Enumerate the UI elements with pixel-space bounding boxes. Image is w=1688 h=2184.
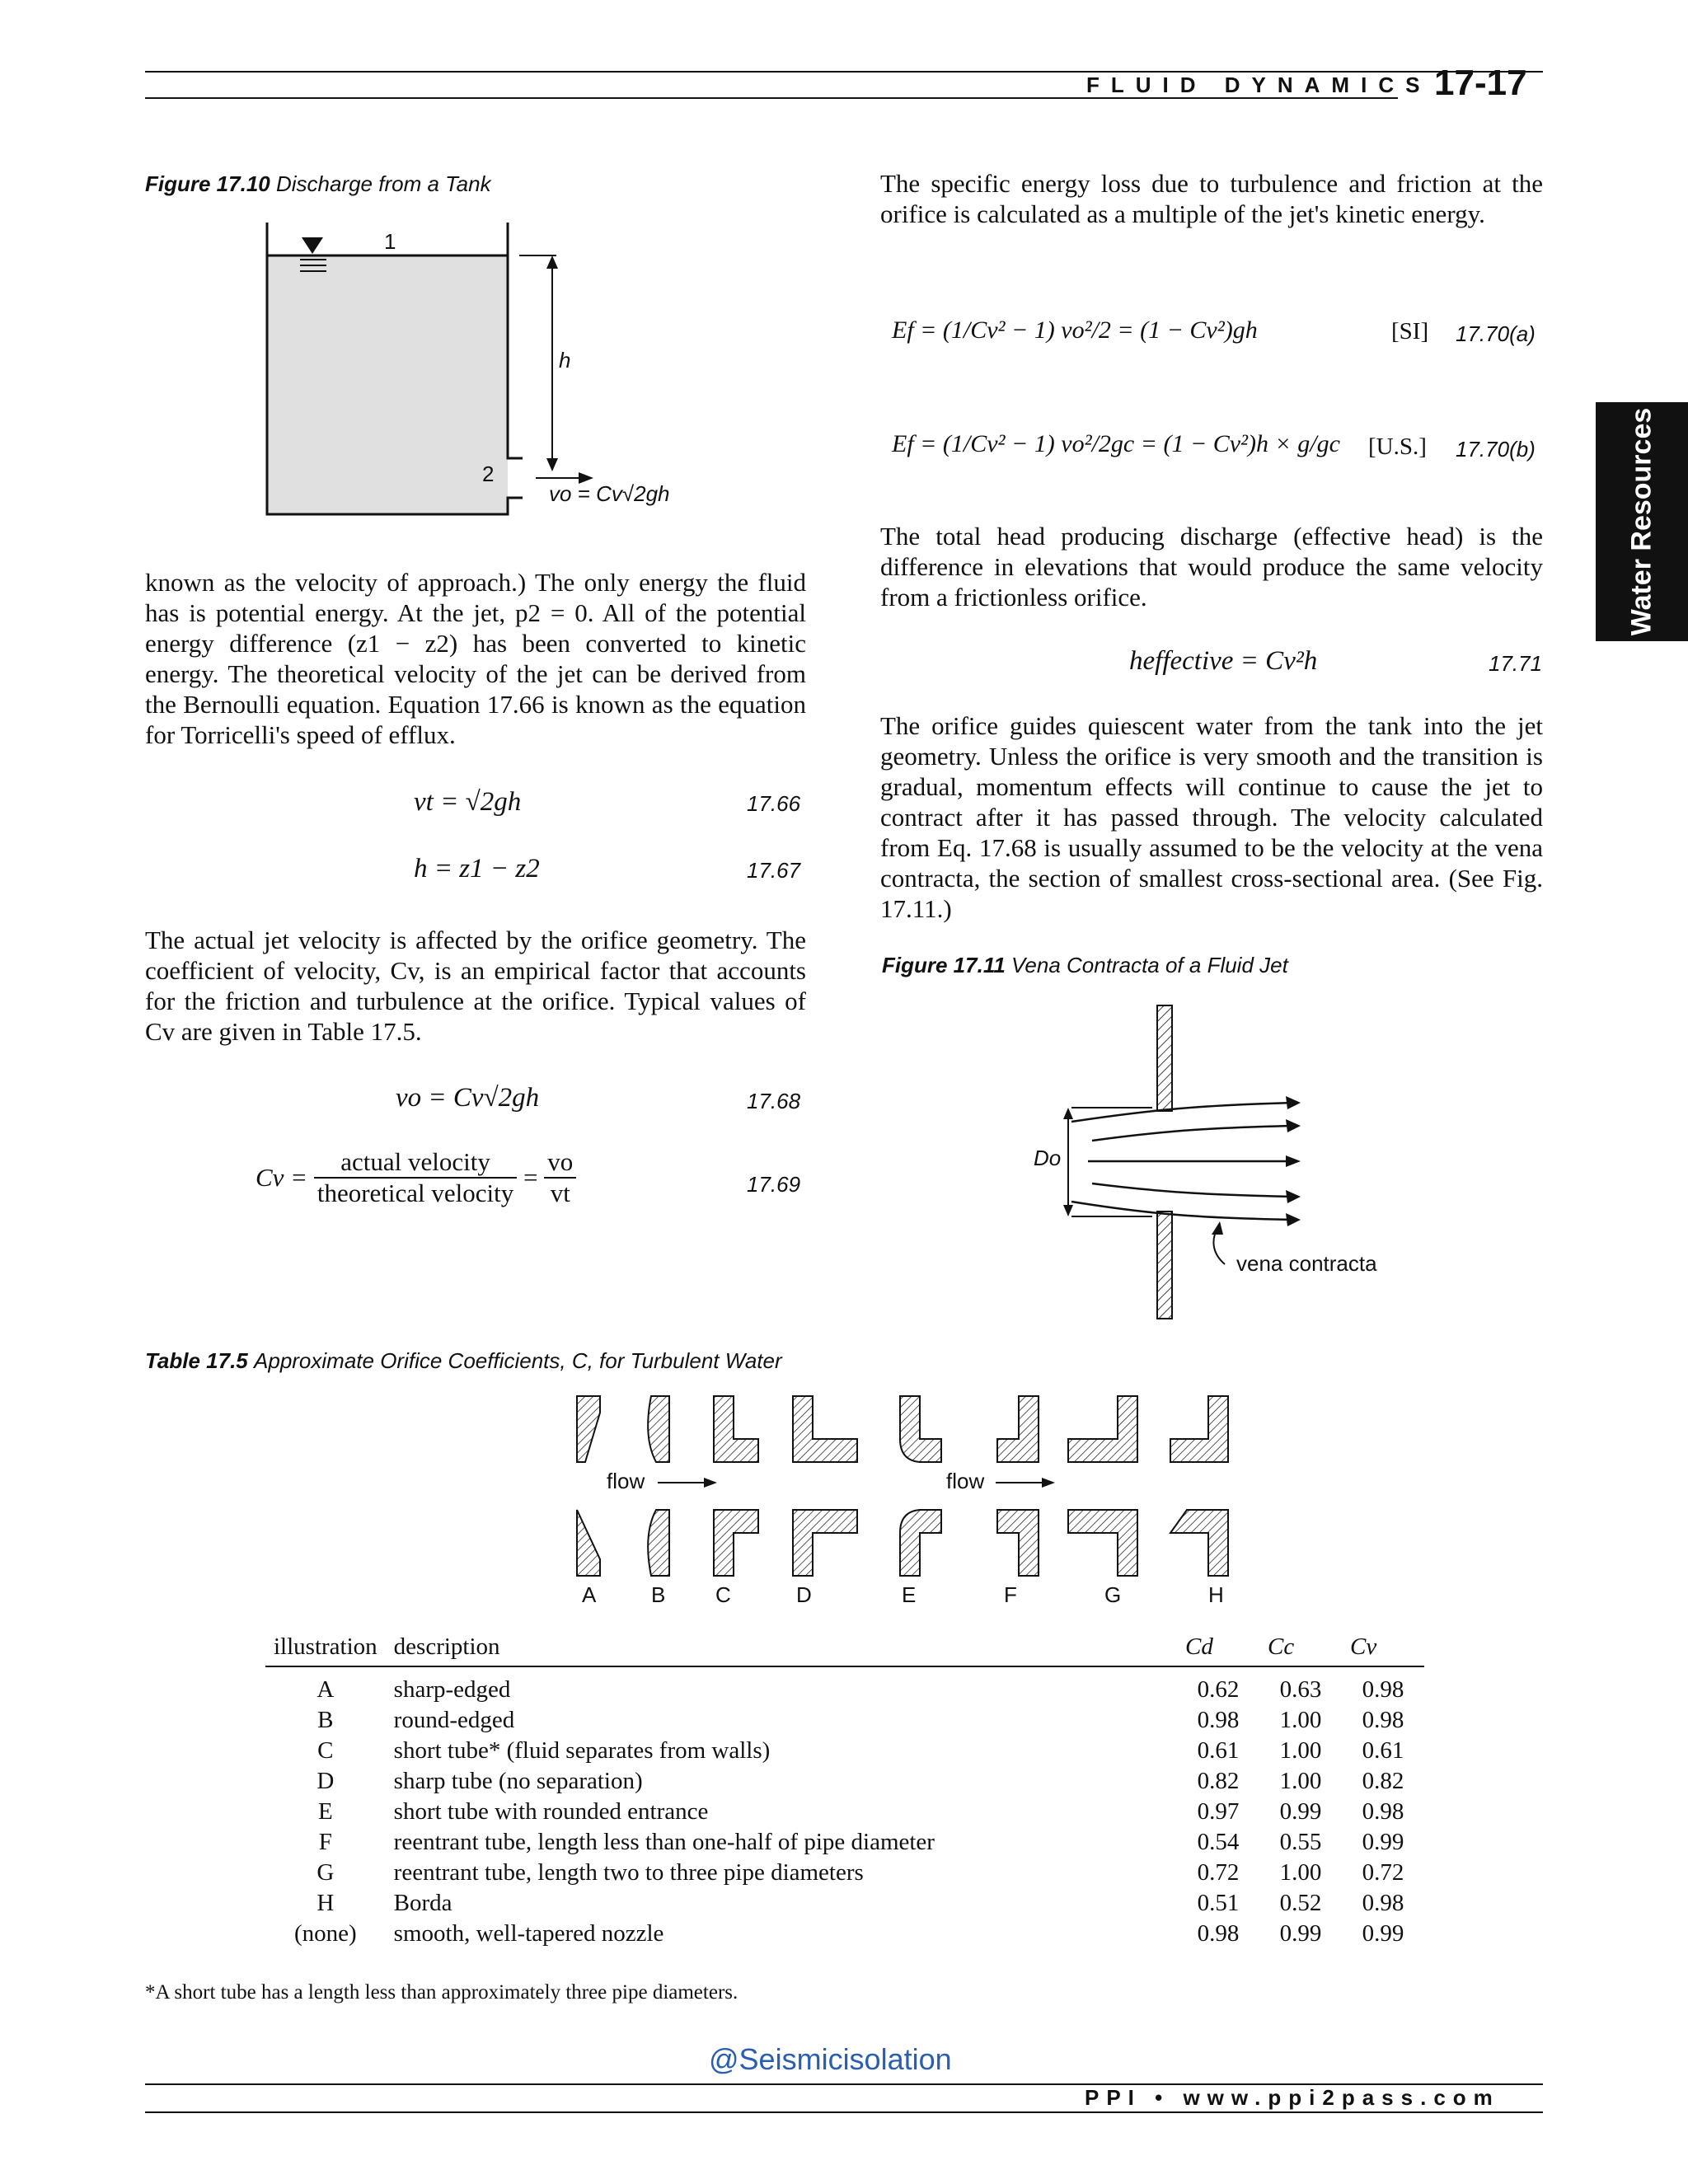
table-header-row [265, 1629, 1424, 1666]
right-paragraph-3: The orifice guides quiescent water from the tank into the jet geometry. Unless the orifice is very smooth and the transition is gradual, momentum effects will continue to cause the jet to contract after it has passed through. The velocity calculated from Eq. 17.68 is usually assumed to be the velocity at the vena contracta, the section of smallest cross-sectional area. (See Fig. 17.11.) [880, 711, 1543, 923]
watermark: @Seismicisolation [709, 2042, 952, 2076]
cell-cv: 0.61 [1362, 1737, 1404, 1764]
figure-17-11-title: Vena Contracta of a Fluid Jet [1011, 953, 1288, 977]
shape-letter-g: G [1104, 1582, 1122, 1607]
figure-17-10-caption [145, 171, 491, 197]
right-paragraph-2: The total head producing discharge (effective head) is the difference in elevations that would produce the same velocity from a frictionless orifice. [880, 522, 1543, 612]
orifice-shape-b [648, 1396, 669, 1576]
cell-illustration: D [316, 1768, 335, 1794]
eq-17-69-denominator: theoretical velocity [316, 1179, 514, 1207]
table-17-5-title: Approximate Orifice Coefficients, C, for Turbulent Water [254, 1348, 782, 1373]
flow-label-left: flow [607, 1469, 645, 1493]
table-row [265, 1797, 1424, 1827]
table-17-5-caption [145, 1348, 782, 1374]
equation-17-70a: Ef = (1/Cv² − 1) vo²/2 = (1 − Cv²)gh [892, 316, 1258, 344]
equation-17-66: vt = √2gh [414, 787, 522, 817]
orifice-shapes-diagram [560, 1388, 1261, 1577]
cell-illustration: H [316, 1890, 335, 1916]
cell-illustration: E [317, 1798, 333, 1825]
orifice-shape-d [793, 1396, 857, 1576]
shape-letter-e: E [902, 1582, 917, 1607]
table-row [265, 1666, 1424, 1705]
cell-cd: 0.98 [1197, 1707, 1240, 1733]
cell-cv: 0.98 [1362, 1676, 1404, 1703]
equation-17-68-number: 17.68 [747, 1089, 801, 1113]
cell-cc: 0.63 [1279, 1676, 1322, 1703]
orifice-shape-e [900, 1396, 941, 1576]
cell-illustration: C [317, 1737, 334, 1764]
left-paragraph-2: The actual jet velocity is affected by the orifice geometry. The coefficient of velocity, Cv, is an empirical factor that accounts for the friction and turbulence at the orifice. Typical values of Cv are given in Table 17.5. [145, 926, 806, 1046]
cell-description: sharp-edged [393, 1676, 511, 1703]
cell-cd: 0.98 [1197, 1920, 1240, 1947]
equation-17-70b-number: 17.70(b) [1456, 437, 1536, 462]
cell-cv: 0.98 [1362, 1707, 1404, 1733]
cell-illustration: (none) [293, 1920, 357, 1947]
table-row [265, 1827, 1424, 1858]
cell-cd: 0.62 [1197, 1676, 1240, 1703]
equation-17-69: Cv = $\frac{\text{actual velocity}}{\text{theoretical velocity}}$ = $\frac{vo}{vt}$ [256, 1147, 576, 1208]
header-cv: Cv [1342, 1629, 1424, 1666]
cell-cc: 0.99 [1279, 1920, 1322, 1947]
orifice-shape-f [997, 1396, 1039, 1576]
equation-17-70a-tag: [SI] [1391, 318, 1429, 344]
cell-description: Borda [393, 1890, 452, 1916]
shape-letter-c: C [715, 1582, 731, 1607]
flow-label-right: flow [946, 1469, 985, 1493]
figure-17-11-caption [882, 953, 1288, 978]
header-illustration: illustration [265, 1629, 386, 1666]
eq-17-69-rhs-num: vo [544, 1147, 576, 1179]
orifice-plate-bottom [1157, 1212, 1172, 1319]
header-cc: Cc [1259, 1629, 1342, 1666]
equation-17-69-number: 17.69 [747, 1172, 801, 1197]
jet-velocity-label: vo = Cv√2gh [549, 481, 670, 506]
header-cd: Cd [1177, 1629, 1259, 1666]
vena-contracta-label: vena contracta [1236, 1251, 1377, 1276]
tank-label-h: h [559, 348, 571, 373]
cell-cd: 0.54 [1197, 1829, 1240, 1855]
table-row [265, 1736, 1424, 1766]
tank-water [267, 255, 508, 514]
shape-letter-h: H [1208, 1582, 1224, 1607]
table-row [265, 1858, 1424, 1888]
equation-17-71-number: 17.71 [1489, 651, 1543, 676]
shape-letter-d: D [796, 1582, 812, 1607]
cell-cc: 1.00 [1279, 1768, 1322, 1794]
equation-17-67: h = z1 − z2 [414, 854, 540, 883]
footer-publisher: PPI • www.ppi2pass.com [1085, 2085, 1500, 2110]
cell-description: round-edged [393, 1707, 515, 1733]
table-row [265, 1705, 1424, 1736]
equation-17-70b-tag: [U.S.] [1368, 434, 1427, 460]
running-title: FLUID DYNAMICS [1086, 73, 1432, 97]
cell-description: reentrant tube, length less than one-half of pipe diameter [393, 1829, 935, 1855]
cell-cc: 1.00 [1279, 1737, 1322, 1764]
cell-cv: 0.72 [1362, 1859, 1404, 1886]
cell-cd: 0.51 [1197, 1890, 1240, 1916]
header-description: description [386, 1629, 1177, 1666]
side-tab-label: Water Resources [1625, 407, 1658, 636]
orifice-plate-top [1157, 1005, 1172, 1111]
table-row [265, 1919, 1424, 1949]
left-paragraph-1: known as the velocity of approach.) The only energy the fluid has is potential energy. At the jet, p2 = 0. All of the potential energy difference (z1 − z2) has been converted to kinetic energy. The theoretical velocity of the jet can be derived from the Bernoulli equation. Equation 17.66 is known as the equation for Torricelli's speed of efflux. [145, 568, 806, 749]
shape-letter-b: B [651, 1582, 666, 1607]
cell-illustration: A [316, 1676, 335, 1703]
figure-17-11-label: Figure 17.11 [882, 953, 1006, 977]
cell-cd: 0.72 [1197, 1859, 1240, 1886]
table-footnote: *A short tube has a length less than approximately three pipe diameters. [145, 1981, 738, 2004]
orifice-coefficients-table [265, 1629, 1424, 1949]
cell-cv: 0.99 [1362, 1920, 1404, 1947]
tank-label-2: 2 [482, 462, 495, 486]
table-17-5-label: Table 17.5 [145, 1348, 248, 1373]
cell-illustration: F [318, 1829, 332, 1855]
water-surface-icon [302, 237, 323, 254]
figure-17-10-label: Figure 17.10 [145, 171, 270, 196]
diameter-label: Do [1034, 1146, 1062, 1170]
eq-17-69-fraction [314, 1147, 517, 1208]
tank-diagram [247, 214, 709, 527]
cell-cd: 0.97 [1197, 1798, 1240, 1825]
orifice-shape-g [1068, 1396, 1137, 1576]
page-number: 17-17 [1434, 63, 1527, 103]
cell-cv: 0.82 [1362, 1768, 1404, 1794]
cell-cc: 0.52 [1279, 1890, 1322, 1916]
cell-cc: 1.00 [1279, 1707, 1322, 1733]
cell-description: reentrant tube, length two to three pipe diameters [393, 1859, 864, 1886]
table-row [265, 1766, 1424, 1797]
cell-cc: 0.55 [1279, 1829, 1322, 1855]
orifice-shape-a [577, 1396, 600, 1576]
streamline-bottom-inner [1092, 1183, 1294, 1197]
eq-17-69-numerator: actual velocity [314, 1147, 517, 1179]
shape-letter-f: F [1004, 1582, 1017, 1607]
equation-17-68: vo = Cv√2gh [396, 1083, 540, 1113]
equation-17-67-number: 17.67 [747, 858, 801, 883]
table-row [265, 1888, 1424, 1919]
cell-cd: 0.82 [1197, 1768, 1240, 1794]
streamline-top-inner [1092, 1126, 1294, 1141]
orifice-shape-c [714, 1396, 758, 1576]
cell-cv: 0.99 [1362, 1829, 1404, 1855]
eq-17-69-lhs: Cv = [256, 1163, 308, 1192]
cell-cv: 0.98 [1362, 1798, 1404, 1825]
cell-description: short tube with rounded entrance [393, 1798, 709, 1825]
orifice-shape-h [1170, 1396, 1228, 1576]
footer-rule-bottom [145, 2111, 1543, 2113]
equation-17-71: heffective = Cv²h [1129, 646, 1318, 676]
cell-cv: 0.98 [1362, 1890, 1404, 1916]
figure-17-10-title: Discharge from a Tank [275, 171, 491, 196]
equation-17-70b: Ef = (1/Cv² − 1) vo²/2gc = (1 − Cv²)h × g/gc [892, 430, 1340, 457]
eq-17-69-rhs [544, 1147, 576, 1208]
cell-description: smooth, well-tapered nozzle [393, 1920, 664, 1947]
streamline-top-outer [1071, 1103, 1294, 1122]
equation-17-66-number: 17.66 [747, 791, 801, 816]
shape-letter-a: A [582, 1582, 597, 1607]
right-paragraph-1: The specific energy loss due to turbulence and friction at the orifice is calculated as a multiple of the jet's kinetic energy. [880, 169, 1543, 228]
cell-illustration: B [317, 1707, 334, 1733]
cell-cc: 0.99 [1279, 1798, 1322, 1825]
cell-description: sharp tube (no separation) [393, 1768, 643, 1794]
side-tab [1596, 402, 1688, 641]
cell-description: short tube* (fluid separates from walls) [393, 1737, 771, 1764]
cell-illustration: G [316, 1859, 335, 1886]
equation-17-70a-number: 17.70(a) [1456, 321, 1536, 346]
cell-cd: 0.61 [1197, 1737, 1240, 1764]
tank-label-1: 1 [384, 229, 396, 254]
eq-17-69-rhs-den: vt [550, 1179, 570, 1207]
cell-cc: 1.00 [1279, 1859, 1322, 1886]
